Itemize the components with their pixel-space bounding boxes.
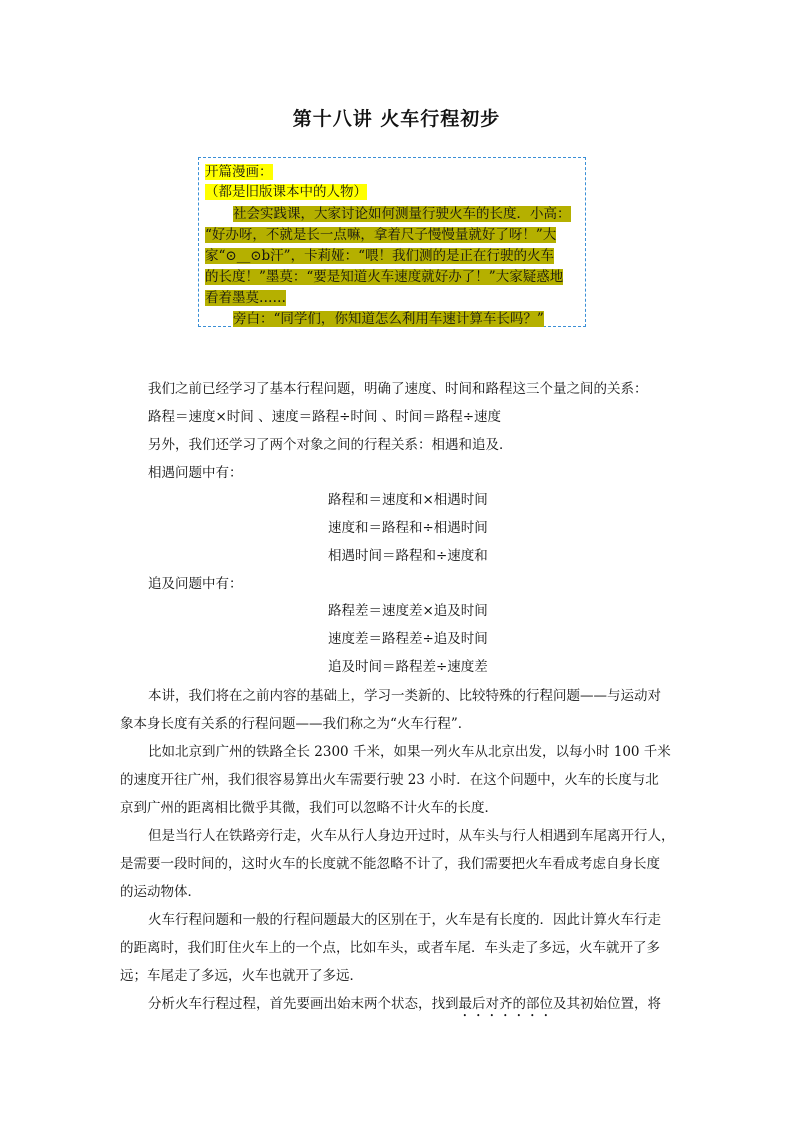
chase-formula: 速度差＝路程差÷追及时间 <box>328 631 488 647</box>
comic-line-1: 社会实践课，大家讨论如何测量行驶火车的长度．小高： <box>233 206 571 222</box>
chase-formula: 追及时间＝路程差÷速度差 <box>328 659 488 675</box>
comic-box <box>198 157 586 327</box>
comic-note: （都是旧版课本中的人物） <box>205 184 367 200</box>
paragraph-line: 火车行程问题和一般的行程问题最大的区别在于，火车是有长度的．因此计算火车行走 <box>148 912 661 928</box>
paragraph-line <box>148 994 708 1020</box>
comic-line-5: 看着墨莫…… <box>205 290 286 306</box>
page-title: 第十八讲 火车行程初步 <box>292 108 501 130</box>
paragraph-line: 的速度开往广州，我们很容易算出火车需要行驶 23 小时．在这个问题中，火车的长度与北 <box>120 772 659 788</box>
relations-text: 另外，我们还学习了两个对象之间的行程关系：相遇和追及． <box>148 437 513 453</box>
chase-formula: 路程差＝速度差×追及时间 <box>328 603 488 619</box>
meet-formula: 路程和＝速度和×相遇时间 <box>328 492 488 508</box>
comic-line-4: 的长度！”墨莫：“要是知道火车速度就好办了！”大家疑惑地 <box>205 269 564 285</box>
paragraph-line: 远；车尾走了多远，火车也就开了多远． <box>120 968 363 984</box>
comic-line-2: “好办呀，不就是长一点嘛，拿着尺子慢慢量就好了呀！”大 <box>205 227 557 243</box>
paragraph-line: 的运动物体． <box>120 884 201 900</box>
basic-formulas: 路程＝速度×时间 、速度＝路程÷时间 、时间＝路程÷速度 <box>148 409 502 425</box>
paragraph-text: 分析火车行程过程，首先要画出始末两个状态，找到 <box>148 996 459 1012</box>
paragraph-line: 象本身长度有关系的行程问题——我们称之为“火车行程”． <box>120 716 472 732</box>
paragraph-line: 本讲，我们将在之前内容的基础上，学习一类新的、比较特殊的行程问题——与运动对 <box>148 688 661 704</box>
meet-formula: 速度和＝路程和÷相遇时间 <box>328 520 488 536</box>
comic-line-6: 旁白：“同学们，你知道怎么利用车速计算车长吗？” <box>233 311 544 327</box>
paragraph-line: 但是当行人在铁路旁行走，火车从行人身边开过时，从车头与行人相遇到车尾离开行人， <box>148 828 675 844</box>
emphasized-text: 最后对齐的部位 <box>458 996 553 1012</box>
comic-heading: 开篇漫画： <box>205 164 273 180</box>
paragraph-line: 京到广州的距离相比微乎其微，我们可以忽略不计火车的长度． <box>120 800 498 816</box>
paragraph-line: 是需要一段时间的，这时火车的长度就不能忽略不计了，我们需要把火车看成考虑自身长度 <box>120 856 660 872</box>
chase-heading: 追及问题中有： <box>148 576 243 592</box>
meet-formula: 相遇时间＝路程和÷速度和 <box>328 548 488 564</box>
paragraph-line: 比如北京到广州的铁路全长 2300 千米，如果一列火车从北京出发，以每小时 100 千米 <box>148 744 671 760</box>
paragraph-line: 的距离时，我们盯住火车上的一个点，比如车头，或者车尾．车头走了多远，火车就开了多 <box>120 940 660 956</box>
comic-line-3: 家“⊙__⊙b汗”，卡莉娅：“喂！我们测的是正在行驶的火车 <box>205 248 554 264</box>
intro-text: 我们之前已经学习了基本行程问题，明确了速度、时间和路程这三个量之间的关系： <box>148 381 648 397</box>
paragraph-text: 及其初始位置，将 <box>553 996 661 1012</box>
meet-heading: 相遇问题中有： <box>148 465 243 481</box>
